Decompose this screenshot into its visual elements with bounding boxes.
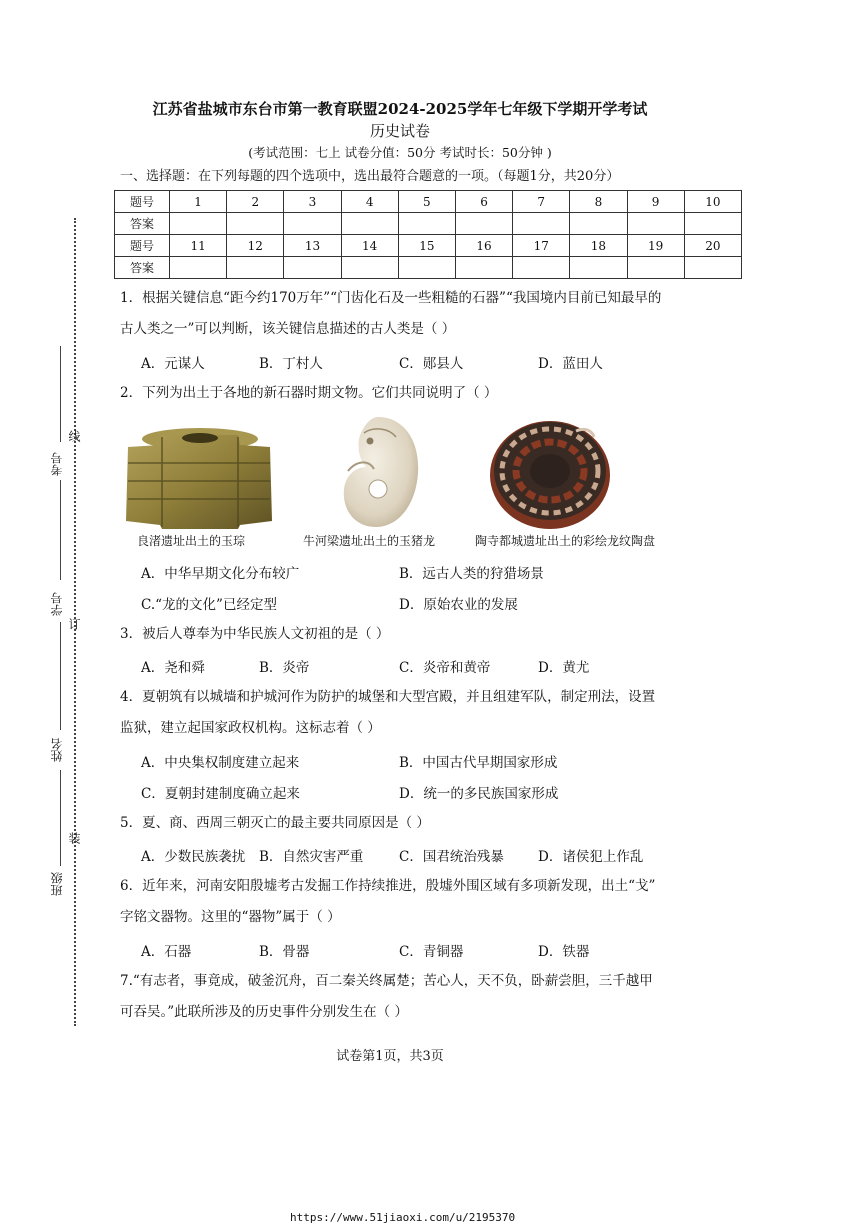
jade-cong-image	[120, 425, 276, 531]
question-number-cell: 8	[570, 191, 627, 213]
section-heading: 一、选择题：在下列每题的四个选项中，选出最符合题意的一项。（每题1分，共20分）	[120, 169, 620, 184]
question-number-cell: 2	[227, 191, 284, 213]
answer-cell[interactable]	[627, 257, 684, 279]
question-number-cell: 20	[684, 235, 741, 257]
q5-option-c[interactable]: C．国君统治残暴	[399, 849, 504, 865]
q5-option-a[interactable]: A．少数民族袭扰	[141, 849, 246, 865]
binding-bind-char: 订	[67, 618, 81, 630]
question-number-cell: 19	[627, 235, 684, 257]
answer-cell[interactable]	[227, 213, 284, 235]
q1-option-c[interactable]: C．郧县人	[399, 356, 464, 372]
answer-cell[interactable]	[455, 257, 512, 279]
answer-cell[interactable]	[455, 213, 512, 235]
binding-line-char: 线	[67, 430, 81, 442]
question-number-cell: 3	[284, 191, 341, 213]
question-number-cell: 14	[341, 235, 398, 257]
question-number-cell: 4	[341, 191, 398, 213]
exam-no-label: 考号	[50, 452, 64, 476]
q2-option-c[interactable]: C.“龙的文化”已经定型	[141, 597, 277, 613]
q4-option-d[interactable]: D．统一的多民族国家形成	[399, 786, 559, 802]
q4-stem-line1: 4．夏朝筑有以城墙和护城河作为防护的城堡和大型宫殿，并且组建军队，制定刑法，设置	[120, 689, 656, 705]
q2-stem-line1: 2．下列为出土于各地的新石器时期文物。它们共同说明了（ ）	[120, 385, 498, 401]
q1-option-d[interactable]: D．蓝田人	[538, 356, 603, 372]
table-header-cell: 答案	[115, 257, 170, 279]
q3-option-c[interactable]: C．炎帝和黄帝	[399, 660, 491, 676]
answer-cell[interactable]	[284, 213, 341, 235]
answer-cell[interactable]	[227, 257, 284, 279]
exam-no-blank-2[interactable]	[60, 480, 61, 580]
q6-option-a[interactable]: A．石器	[141, 944, 192, 960]
q4-stem-line2: 监狱，建立起国家政权机构。这标志着（ ）	[120, 720, 381, 736]
question-number-cell: 15	[398, 235, 455, 257]
q2-option-d[interactable]: D．原始农业的发展	[399, 597, 518, 613]
q6-option-c[interactable]: C．青铜器	[399, 944, 464, 960]
q6-stem-line2: 字铭文器物。这里的“器物”属于（ ）	[120, 909, 341, 925]
binding-staple-char: 装	[67, 832, 81, 844]
answer-cell[interactable]	[398, 257, 455, 279]
exam-no-blank[interactable]	[60, 346, 61, 442]
painted-dragon-plate-image	[488, 413, 612, 531]
q4-option-c[interactable]: C．夏朝封建制度确立起来	[141, 786, 300, 802]
answer-cell[interactable]	[684, 213, 741, 235]
exam-title: 江苏省盐城市东台市第一教育联盟2024-2025学年七年级下学期开学考试	[152, 100, 648, 118]
answer-cell[interactable]	[627, 213, 684, 235]
answer-cell[interactable]	[170, 213, 227, 235]
table-row	[115, 213, 742, 235]
source-url[interactable]: https://www.51jiaoxi.com/u/2195370	[290, 1211, 516, 1224]
q5-stem: 5．夏、商、西周三朝灭亡的最主要共同原因是（ ）	[120, 815, 430, 831]
q7-stem-line1: 7.“有志者，事竟成，破釜沉舟，百二秦关终属楚；苦心人，天不负，卧薪尝胆，三千越甲	[120, 973, 653, 989]
q3-option-b[interactable]: B．炎帝	[259, 660, 310, 676]
q7-stem-line2: 可吞吴。”此联所涉及的历史事件分别发生在（ ）	[120, 1004, 408, 1020]
caption-jade-pig-dragon: 牛河梁遗址出土的玉猪龙	[303, 534, 436, 548]
answer-cell[interactable]	[684, 257, 741, 279]
question-number-cell: 18	[570, 235, 627, 257]
answer-cell[interactable]	[513, 213, 570, 235]
question-number-cell: 16	[455, 235, 512, 257]
answer-cell[interactable]	[284, 257, 341, 279]
q4-option-b[interactable]: B．中国古代早期国家形成	[399, 755, 558, 771]
question-number-cell: 12	[227, 235, 284, 257]
name-blank[interactable]	[60, 770, 61, 866]
q6-option-d[interactable]: D．铁器	[538, 944, 590, 960]
class-label: 班级	[50, 872, 64, 896]
table-row	[115, 235, 742, 257]
question-number-cell: 13	[284, 235, 341, 257]
question-number-cell: 5	[398, 191, 455, 213]
q3-option-d[interactable]: D．黄尤	[538, 660, 590, 676]
answer-cell[interactable]	[341, 257, 398, 279]
question-number-cell: 17	[513, 235, 570, 257]
q3-option-a[interactable]: A．尧和舜	[141, 660, 205, 676]
q6-stem-line1: 6．近年来，河南安阳殷墟考古发掘工作持续推进，殷墟外围区域有多项新发现，出土“戈”	[120, 878, 656, 894]
question-number-cell: 10	[684, 191, 741, 213]
table-header-cell: 题号	[115, 235, 170, 257]
table-header-cell: 题号	[115, 191, 170, 213]
answer-cell[interactable]	[513, 257, 570, 279]
page-number: 试卷第1页，共3页	[336, 1049, 444, 1064]
answer-cell[interactable]	[570, 257, 627, 279]
q1-stem-line1: 1．根据关键信息“距今约170万年”“门齿化石及一些粗糙的石器”“我国境内目前已知最早的	[120, 290, 662, 306]
q2-option-b[interactable]: B．远古人类的狩猎场景	[399, 566, 544, 582]
answer-cell[interactable]	[570, 213, 627, 235]
jade-pig-dragon-image	[334, 411, 424, 531]
student-no-label: 学号	[50, 592, 64, 616]
q4-option-a[interactable]: A．中央集权制度建立起来	[141, 755, 300, 771]
question-number-cell: 7	[513, 191, 570, 213]
name-label: 姓名	[50, 738, 64, 762]
answer-cell[interactable]	[398, 213, 455, 235]
question-number-cell: 1	[170, 191, 227, 213]
q3-stem: 3．被后人尊奉为中华民族人文初祖的是（ ）	[120, 626, 390, 642]
caption-dragon-plate: 陶寺都城遗址出土的彩绘龙纹陶盘	[475, 534, 656, 548]
answer-cell[interactable]	[341, 213, 398, 235]
question-number-cell: 11	[170, 235, 227, 257]
question-number-cell: 6	[455, 191, 512, 213]
answer-cell[interactable]	[170, 257, 227, 279]
table-row	[115, 257, 742, 279]
exam-scope: (考试范围：七上 试卷分值：50分 考试时长：50分钟 )	[248, 145, 552, 160]
q1-option-a[interactable]: A．元谋人	[141, 356, 205, 372]
q1-option-b[interactable]: B．丁村人	[259, 356, 323, 372]
q5-option-b[interactable]: B．自然灾害严重	[259, 849, 364, 865]
caption-jade-cong: 良渚遗址出土的玉琮	[137, 534, 246, 548]
table-row	[115, 191, 742, 213]
q2-option-a[interactable]: A．中华早期文化分布较广	[141, 566, 300, 582]
student-no-blank[interactable]	[60, 622, 61, 730]
q6-option-b[interactable]: B．骨器	[259, 944, 310, 960]
q5-option-d[interactable]: D．诸侯犯上作乱	[538, 849, 644, 865]
table-header-cell: 答案	[115, 213, 170, 235]
answer-table	[114, 190, 742, 279]
question-number-cell: 9	[627, 191, 684, 213]
exam-subtitle: 历史试卷	[369, 122, 430, 140]
q1-stem-line2: 古人类之一”可以判断，该关键信息描述的古人类是（ ）	[120, 321, 456, 337]
